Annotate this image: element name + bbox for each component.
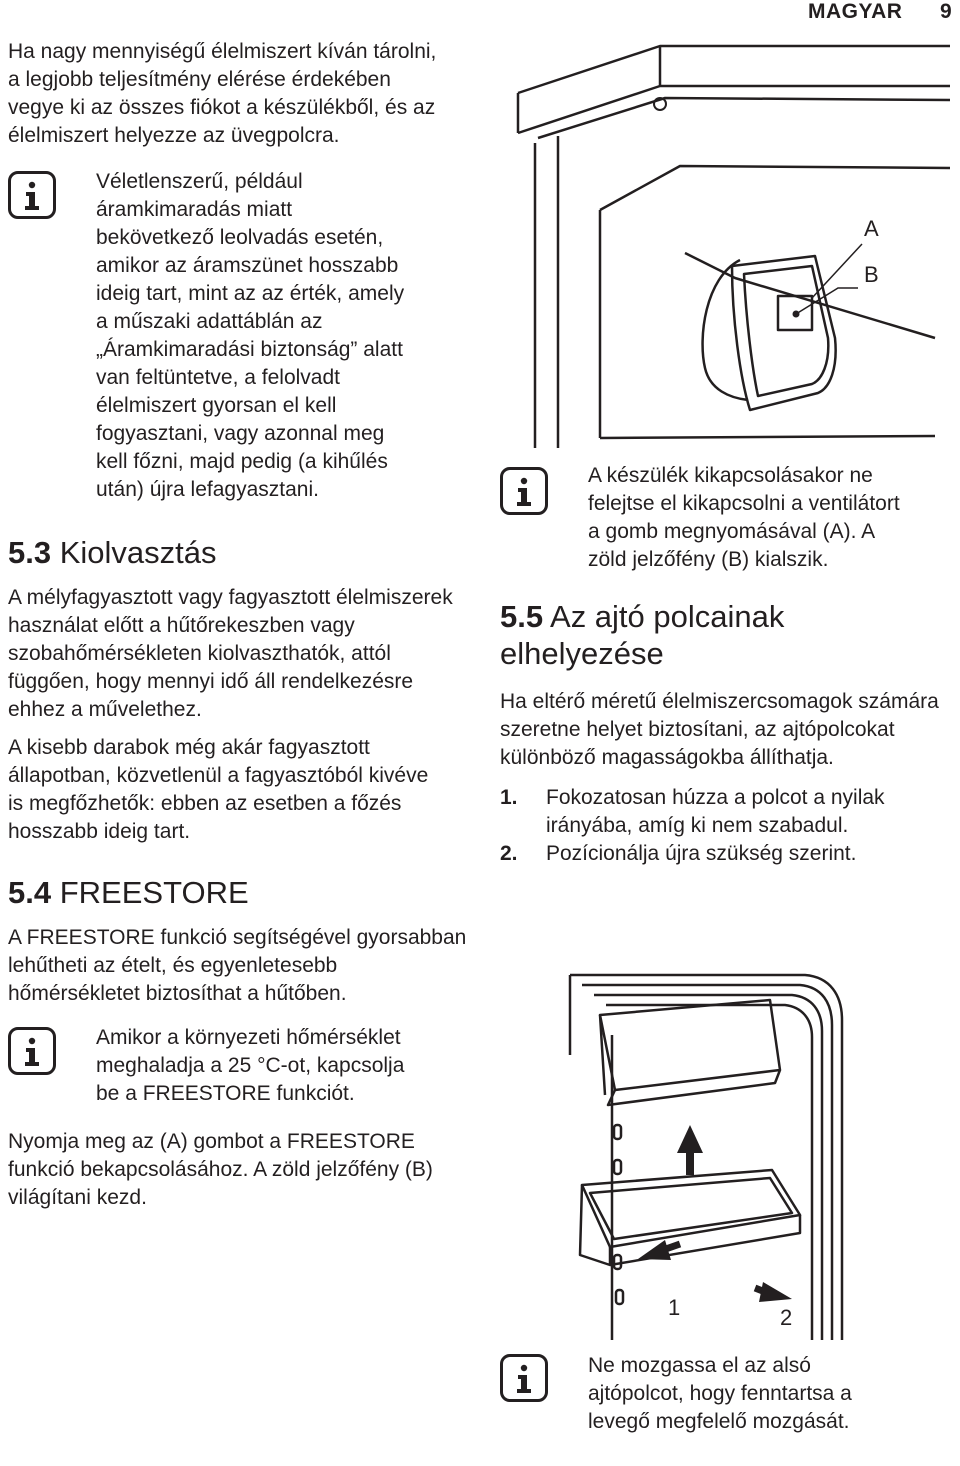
intro-paragraph: Ha nagy mennyiségű élelmiszert kíván tárolni, a legjobb teljesítmény elérése érdekében vegye ki az összes fiókot a készülékből, és az élelmiszert helyezze az üvegpolcra.	[8, 40, 437, 147]
section-number: 5.4	[8, 875, 52, 910]
label-2: 2	[780, 1305, 793, 1330]
figure-fan-button	[500, 38, 952, 448]
section-title: Az ajtó polcainak elhelyezése	[500, 599, 785, 671]
label-a: A	[864, 216, 879, 241]
paragraph-5-3-a: A mélyfagyasztott vagy fagyasztott élelmiszerek használat előtt a hűtőrekeszben vagy szobahőmérsékleten kiolvaszthatók, attól függően, hogy mennyi idő áll rendelkezésre ehhez a művelethez.	[8, 586, 453, 721]
label-1: 1	[668, 1295, 681, 1320]
list-item	[500, 840, 950, 868]
info-text-freestore: Amikor a környezeti hőmérséklet meghaladja a 25 °C-ot, kapcsolja be a FREESTORE funkciót.	[96, 1026, 405, 1105]
info-box-thawing	[8, 168, 468, 504]
paragraph-5-3-b: A kisebb darabok még akár fagyasztott állapotban, közvetlenül a fagyasztóból kivéve is megfőzhetők: ebben az esetben a főzés hosszabb ideig tart.	[8, 736, 429, 843]
step-index: 1.	[500, 786, 518, 809]
section-title: Kiolvasztás	[59, 535, 217, 570]
info-icon	[500, 467, 548, 515]
step-index: 2.	[500, 842, 518, 865]
step-text: Fokozatosan húzza a polcot a nyilak irányába, amíg ki nem szabadul.	[546, 786, 885, 837]
info-box-fan-off	[500, 462, 950, 574]
step-text: Pozícionálja újra szükség szerint.	[546, 842, 857, 865]
section-title: FREESTORE	[59, 875, 249, 910]
section-number: 5.5	[500, 599, 544, 634]
section-heading-5-5	[500, 598, 860, 672]
steps-list	[500, 784, 950, 868]
info-text-lower-shelf: Ne mozgassa el az alsó ajtópolcot, hogy fenntartsa a levegő megfelelő mozgását.	[588, 1354, 852, 1433]
info-icon	[8, 1027, 56, 1075]
figure-door-shelf	[560, 955, 860, 1340]
left-column	[8, 38, 468, 1212]
section-heading-5-3	[8, 534, 468, 571]
section-number: 5.3	[8, 535, 52, 570]
info-icon	[500, 1354, 548, 1402]
info-box-lower-shelf	[500, 1352, 950, 1436]
paragraph-5-5: Ha eltérő méretű élelmiszercsomagok számára szeretne helyet biztosítani, az ajtópolcokat különböző magasságokba állíthatja.	[500, 690, 939, 769]
info-box-freestore	[8, 1024, 468, 1108]
paragraph-5-4-b: Nyomja meg az (A) gombot a FREESTORE funkció bekapcsolásához. A zöld jelzőfény (B) világítani kezd.	[8, 1130, 433, 1209]
right-column	[500, 462, 950, 868]
info-text-fan-off: A készülék kikapcsolásakor ne felejtse el kikapcsolni a ventilátort a gomb megnyomásával (A). A zöld jelzőfény (B) kialszik.	[588, 464, 900, 571]
list-item	[500, 784, 950, 840]
page-number: 9	[940, 0, 952, 23]
label-b: B	[864, 262, 879, 287]
paragraph-5-4-a: A FREESTORE funkció segítségével gyorsabban lehűtheti az ételt, és egyenletesebb hőmérsékletet biztosíthat a hűtőben.	[8, 926, 467, 1005]
right-column-bottom	[500, 1352, 950, 1436]
info-icon	[8, 171, 56, 219]
header-language: MAGYAR	[808, 0, 903, 23]
section-heading-5-4	[8, 874, 468, 911]
info-text-thawing: Véletlenszerű, például áramkimaradás miatt bekövetkező leolvadás esetén, amikor az áramszünet hosszabb ideig tart, mint az az érték, amely a műszaki adattáblán az „Áramkimaradási biztonság” alatt van feltüntetve, a felolvadt élelmiszert gyorsan el kell fogyasztani, vagy azonnal meg kell főzni, majd pedig (a kihűlés után) újra lefagyasztani.	[96, 170, 405, 501]
